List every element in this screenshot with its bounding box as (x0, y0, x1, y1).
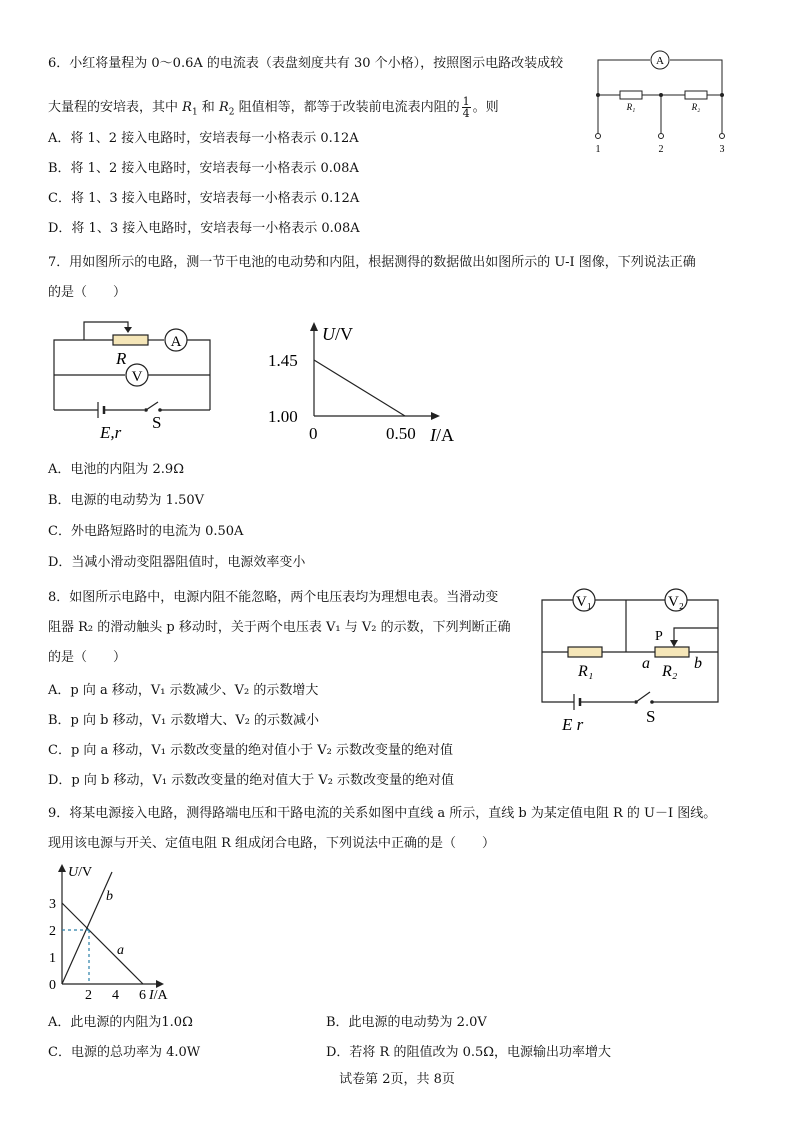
switch-label: S (152, 413, 162, 432)
q8-stem-line3: 的是（ ） (48, 650, 127, 665)
resistor-r1-icon (620, 91, 642, 99)
r1-label: R₁ (626, 102, 636, 112)
x-tick-4: 4 (112, 988, 119, 1003)
q6-and: 和 (197, 100, 219, 115)
end-a-label: a (642, 655, 650, 672)
q6-option-d[interactable]: D．将 1、3 接入电路时，安培表每一小格表示 0.08A (48, 221, 360, 236)
q7-option-d[interactable]: D．当减小滑动变阻器阻值时，电源效率变小 (48, 555, 306, 570)
page-footer: 试卷第 2页，共 8页 (339, 1072, 455, 1087)
y-axis-label: U/V (68, 865, 93, 880)
q7-ui-graph (262, 320, 472, 448)
y-tick-top: 1.45 (268, 351, 298, 370)
line-b (62, 872, 112, 984)
end-b-label: b (694, 655, 702, 672)
x-axis-arrow-icon (156, 980, 164, 988)
slider-arrow-icon (670, 640, 678, 647)
slider-arrow-icon (124, 327, 132, 333)
terminal-1-label: 1 (595, 144, 601, 155)
voltmeter-label: V (131, 369, 143, 385)
q6-option-a[interactable]: A．将 1、2 接入电路时，安培表每一小格表示 0.12A (48, 131, 359, 146)
line-a-label: a (117, 943, 124, 958)
line-b-label: b (106, 889, 113, 904)
q7-option-c[interactable]: C．外电路短路时的电流为 0.50A (48, 524, 244, 539)
switch-label: S (646, 707, 656, 726)
q9-stem-line2: 现用该电源与开关、定值电阻 R 组成闭合电路，下列说法中正确的是（ ） (48, 836, 496, 851)
rheostat-label: R (116, 349, 127, 368)
r2-label: R₂ (691, 102, 701, 112)
q6-r1-sub: 1 (191, 107, 198, 118)
r1-label: R₁ (578, 663, 594, 680)
resistor-r1-icon (568, 647, 602, 657)
q9-stem-line1: 9．将某电源接入电路，测得路端电压和干路电流的关系如图中直线 a 所示，直线 b 为某定值电阻 R 的 U－I 图线。 (48, 806, 717, 821)
x-axis-label: I/A (430, 425, 454, 445)
resistor-r2-icon (685, 91, 707, 99)
q6-r2-symbol: R (218, 100, 229, 115)
line-a (62, 903, 143, 984)
q6-option-b[interactable]: B．将 1、2 接入电路时，安培表每一小格表示 0.08A (48, 161, 359, 176)
q6-stem-line1: 6．小红将量程为 0～0.6A 的电流表（表盘刻度共有 30 个小格），按照图示电路改装成较 (48, 56, 564, 71)
terminal-3-label: 3 (719, 144, 725, 155)
y-axis-arrow-icon (58, 864, 66, 872)
q8-circuit-diagram (538, 586, 728, 736)
q8-stem-line1: 8．如图所示电路中，电源内阻不能忽略，两个电压表均为理想电表。当滑动变 (48, 590, 499, 605)
battery-label: E,r (100, 423, 122, 442)
q6-stem-text: 大量程的安培表，其中 (48, 100, 183, 115)
q8-option-c[interactable]: C．p 向 a 移动，V₁ 示数改变量的绝对值小于 V₂ 示数改变量的绝对值 (48, 743, 454, 758)
q6-stem-text-c: 。则 (472, 100, 499, 115)
ui-line (314, 360, 405, 416)
y-axis-label: U/V (322, 324, 353, 344)
fraction-denominator: 4 (462, 107, 470, 120)
q7-option-b[interactable]: B．电源的电动势为 1.50V (48, 493, 205, 508)
q7-option-a[interactable]: A．电池的内阻为 2.9Ω (48, 462, 184, 477)
q6-stem-text-b: 阻值相等，都等于改装前电流表内阻的 (234, 100, 460, 115)
y-tick-3: 3 (49, 897, 56, 912)
slider-p-label: P (655, 629, 663, 644)
q6-option-c[interactable]: C．将 1、3 接入电路时，安培表每一小格表示 0.12A (48, 191, 360, 206)
x-tick-end: 0.50 (386, 424, 416, 443)
switch-blade (146, 402, 158, 410)
q9-option-a[interactable]: A．此电源的内阻为1.0Ω (48, 1015, 193, 1030)
x-axis-label: I/A (149, 988, 168, 1003)
y-tick-bottom: 1.00 (268, 407, 298, 426)
x-tick-2: 2 (85, 988, 92, 1003)
battery-label: E r (562, 715, 584, 734)
q6-stem-line2 (48, 96, 499, 121)
rheostat-r2-icon (655, 647, 689, 657)
ammeter-label: A (656, 55, 664, 67)
q7-stem-line2: 的是（ ） (48, 285, 127, 300)
v1-label: V₁ (575, 594, 593, 610)
q6-circuit-diagram (590, 48, 730, 158)
q6-r1-symbol: R (182, 100, 192, 115)
y-axis-arrow-icon (310, 322, 318, 331)
x-tick-6: 6 (139, 988, 146, 1003)
x-tick-origin: 0 (309, 424, 318, 443)
q8-stem-line2: 阻器 R₂ 的滑动触头 p 移动时，关于两个电压表 V₁ 与 V₂ 的示数，下列判断正确 (48, 620, 511, 635)
q9-ui-graph (46, 862, 186, 1002)
terminal-2-label: 2 (658, 144, 664, 155)
x-axis-arrow-icon (431, 412, 440, 420)
q6-r2-sub: 2 (228, 107, 235, 118)
q8-option-d[interactable]: D．p 向 b 移动，V₁ 示数改变量的绝对值大于 V₂ 示数改变量的绝对值 (48, 773, 455, 788)
rheostat-icon (113, 335, 148, 345)
q8-option-a[interactable]: A．p 向 a 移动，V₁ 示数减少、V₂ 的示数增大 (48, 683, 319, 698)
q6-fraction (462, 96, 471, 119)
q7-stem-line1: 7．用如图所示的电路，测一节干电池的电动势和内阻，根据测得的数据做出如图所示的 U-I 图像，下列说法正确 (48, 255, 696, 270)
y-tick-2: 2 (49, 924, 56, 939)
y-tick-1: 1 (49, 951, 56, 966)
q9-option-c[interactable]: C．电源的总功率为 4.0W (48, 1045, 201, 1060)
fraction-numerator: 1 (462, 95, 470, 108)
ammeter-label: A (170, 334, 182, 350)
q9-option-b[interactable]: B．此电源的电动势为 2.0V (326, 1015, 487, 1030)
q7-circuit-diagram (48, 318, 218, 448)
v2-label: V₂ (667, 594, 685, 610)
q8-option-b[interactable]: B．p 向 b 移动，V₁ 示数增大、V₂ 的示数减小 (48, 713, 320, 728)
y-tick-0: 0 (49, 978, 56, 993)
r2-label: R₂ (662, 663, 678, 680)
q9-option-d[interactable]: D．若将 R 的阻值改为 0.5Ω，电源输出功率增大 (326, 1045, 612, 1060)
switch-blade (636, 692, 650, 702)
